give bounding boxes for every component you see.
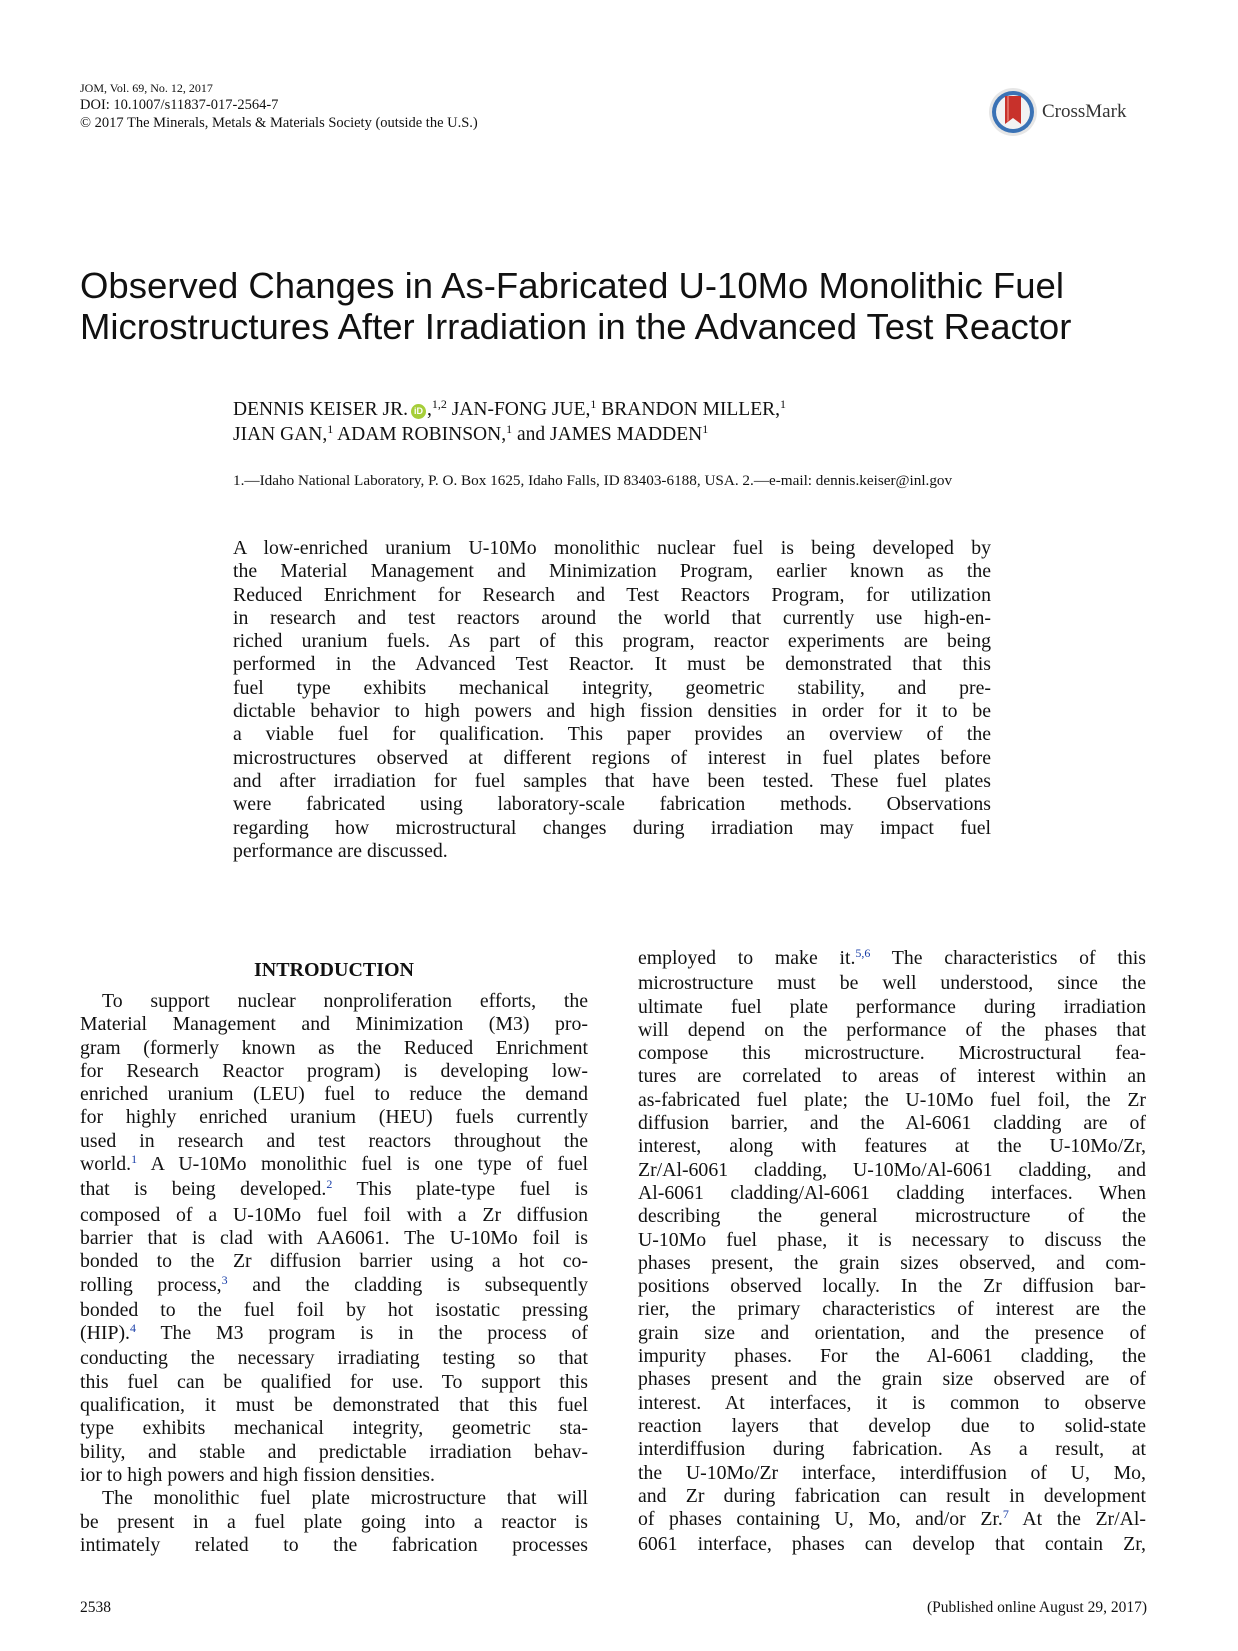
author-list [233, 398, 1033, 448]
text-run: U-10Mo fuel phase, it is necessary to discuss the [638, 1228, 1146, 1251]
text-run: phases present and the grain size observed are of [638, 1368, 1146, 1391]
text-line [638, 1135, 1146, 1158]
text-line [80, 1227, 588, 1250]
text-run: ior to high powers and high fission densities. [80, 1463, 435, 1486]
text-line [80, 1417, 588, 1440]
text-line [638, 1438, 1146, 1461]
author-name: BRANDON MILLER, [601, 399, 781, 420]
text-line [80, 1394, 588, 1417]
text-run: bonded to the Zr diffusion barrier using a hot co- [80, 1250, 588, 1273]
text-run: Material Management and Minimization (M3) pro- [80, 1013, 588, 1036]
orcid-icon[interactable]: iD [411, 404, 426, 419]
citation-link[interactable]: 1 [131, 1152, 138, 1167]
text-run: used in research and test reactors throughout the [80, 1129, 588, 1152]
text-line [80, 1534, 588, 1557]
text-line [638, 1182, 1146, 1205]
text-run: will depend on the performance of the phases that [638, 1018, 1146, 1041]
text-run: of phases containing U, Mo, and/or Zr. [638, 1508, 1003, 1531]
text-run: This plate-type fuel is [332, 1178, 588, 1201]
author-name: JAN-FONG JUE, [451, 399, 591, 420]
text-line: performance are discussed. [233, 839, 448, 862]
citation-link[interactable]: 7 [1002, 1507, 1009, 1522]
copyright-notice: © 2017 The Minerals, Metals & Materials Society (outside the U.S.) [80, 115, 478, 131]
text-run: intimately related to the fabrication processes [80, 1533, 588, 1556]
journal-citation: JOM, Vol. 69, No. 12, 2017 [80, 81, 213, 95]
text-line [638, 1159, 1146, 1182]
text-line [80, 1060, 588, 1083]
affiliation-marker: 1 [590, 397, 597, 411]
text-line [638, 1298, 1146, 1321]
text-line: dictable behavior to high powers and high fission densities in order for it to be [233, 700, 991, 723]
text-line [638, 1345, 1146, 1368]
text-line: fuel type exhibits mechanical integrity, geometric stability, and pre- [233, 676, 991, 699]
text-line: in research and test reactors around the world that currently use high-en- [233, 606, 991, 629]
doi[interactable]: DOI: 10.1007/s11837-017-2564-7 [80, 97, 279, 113]
text-run: barrier that is clad with AA6061. The U-10Mo foil is [80, 1226, 588, 1249]
text-line: were fabricated using laboratory-scale fabrication methods. Observations [233, 793, 991, 816]
text-line [80, 1441, 588, 1464]
text-line [638, 1415, 1146, 1438]
text-line [638, 1019, 1146, 1042]
text-run: this fuel can be qualified for use. To support this [80, 1370, 588, 1393]
text-run: diffusion barrier, and the Al-6061 cladding are of [638, 1112, 1146, 1135]
affiliation-marker: 1 [780, 397, 787, 411]
text-line [638, 996, 1146, 1019]
text-line [638, 1042, 1146, 1065]
text-run: be present in a fuel plate going into a reactor is [80, 1510, 588, 1533]
text-line [638, 1533, 1146, 1556]
text-line [638, 1368, 1146, 1391]
text-run: The monolithic fuel plate microstructure that will [102, 1487, 588, 1510]
text-line [80, 1299, 588, 1322]
text-run: world. [80, 1153, 132, 1176]
text-line [638, 1322, 1146, 1345]
affiliation-marker: 1,2 [431, 397, 447, 411]
text-run: A U-10Mo monolithic fuel is one type of fuel [137, 1153, 588, 1176]
text-run: To support nuclear nonproliferation efforts, the [102, 990, 588, 1012]
citation-link[interactable]: 5,6 [855, 946, 871, 960]
text-run: composed of a U-10Mo fuel foil with a Zr diffusion [80, 1203, 588, 1226]
affiliation-marker: 1 [506, 422, 513, 436]
text-line [80, 990, 588, 1013]
text-line [80, 1153, 588, 1178]
affiliation-marker: 1 [702, 422, 709, 436]
text-line [80, 1464, 588, 1487]
crossmark-label: CrossMark [1042, 101, 1127, 122]
text-run: Zr/Al-6061 cladding, U-10Mo/Al-6061 cladding, and [638, 1158, 1146, 1181]
text-run: qualification, it must be demonstrated that this fuel [80, 1394, 588, 1417]
author-name: and JAMES MADDEN [516, 424, 703, 445]
text-run: compose this microstructure. Microstructural fea- [638, 1042, 1146, 1065]
text-line [638, 1252, 1146, 1275]
text-run: At the Zr/Al- [1008, 1508, 1146, 1531]
text-run: the U-10Mo/Zr interface, interdiffusion of U, Mo, [638, 1461, 1146, 1484]
author-name: JIAN GAN, [233, 424, 328, 445]
text-run: that is being developed. [80, 1178, 327, 1201]
publication-date: (Published online August 29, 2017) [926, 1599, 1147, 1616]
section-heading: INTRODUCTION [253, 959, 415, 981]
crossmark-badge[interactable] [988, 84, 1158, 140]
text-run: interest. At interfaces, it is common to observe [638, 1391, 1146, 1414]
text-line [80, 1083, 588, 1106]
text-line [638, 972, 1146, 995]
text-line [638, 947, 1146, 972]
text-line [80, 1347, 588, 1370]
text-line [80, 1037, 588, 1060]
text-line [80, 1250, 588, 1273]
text-line [638, 1089, 1146, 1112]
text-run: describing the general microstructure of the [638, 1205, 1146, 1228]
citation-link[interactable]: 4 [130, 1321, 136, 1336]
text-line: riched uranium fuels. As part of this program, reactor experiments are being [233, 630, 991, 653]
text-line [638, 1485, 1146, 1508]
text-run: for highly enriched uranium (HEU) fuels currently [80, 1106, 588, 1129]
text-line [638, 1112, 1146, 1135]
text-run: microstructure must be well understood, since the [638, 972, 1146, 995]
text-run: enriched uranium (LEU) fuel to reduce the demand [80, 1083, 588, 1106]
text-run: impurity phases. For the Al-6061 cladding, the [638, 1345, 1146, 1368]
text-line [638, 1205, 1146, 1228]
author-line [233, 398, 1033, 423]
text-line [80, 1178, 588, 1203]
text-run: rier, the primary characteristics of interest are the [638, 1298, 1146, 1321]
text-line [638, 1229, 1146, 1252]
text-line [638, 1462, 1146, 1485]
text-run: bility, and stable and predictable irradiation behav- [80, 1440, 588, 1463]
text-run: and Zr during fabrication can result in development [638, 1484, 1146, 1507]
article-title [80, 265, 1180, 347]
text-run: positions observed locally. In the Zr diffusion bar- [638, 1275, 1146, 1298]
page-number: 2538 [80, 1599, 111, 1616]
text-run: gram (formerly known as the Reduced Enrichment [80, 1036, 588, 1059]
text-run: as-fabricated fuel plate; the U-10Mo fuel foil, the Zr [638, 1088, 1146, 1111]
text-line: performed in the Advanced Test Reactor. It must be demonstrated that this [233, 653, 991, 676]
text-line: A low-enriched uranium U-10Mo monolithic nuclear fuel is being developed by [233, 537, 991, 559]
journal-header [80, 80, 780, 132]
title-line: Microstructures After Irradiation in the Advanced Test Reactor [80, 306, 1072, 347]
author-name: ADAM ROBINSON, [337, 424, 507, 445]
text-run: (HIP). [80, 1322, 130, 1345]
text-line: the Material Management and Minimization Program, earlier known as the [233, 560, 991, 583]
author-line [233, 423, 1033, 448]
citation-link[interactable]: 3 [221, 1272, 228, 1287]
text-line [80, 1274, 588, 1299]
abstract [233, 537, 991, 863]
text-run: 6061 interface, phases can develop that contain Zr, [638, 1533, 1146, 1556]
intro-text [80, 990, 588, 1557]
text-run: type exhibits mechanical integrity, geometric sta- [80, 1417, 588, 1440]
text-line [80, 1013, 588, 1036]
text-run: The characteristics of this [870, 947, 1146, 969]
text-run: rolling process, [80, 1273, 222, 1296]
text-run: interest, along with features at the U-10Mo/Zr, [638, 1135, 1146, 1158]
text-line [80, 1322, 588, 1347]
crossmark-icon [988, 87, 1038, 137]
text-run: ultimate fuel plate performance during irradiation [638, 995, 1146, 1018]
text-line [80, 1487, 588, 1510]
intro-text-continued [638, 947, 1146, 1557]
text-line [638, 1275, 1146, 1298]
text-line: microstructures observed at different regions of interest in fuel plates before [233, 746, 991, 769]
title-line: Observed Changes in As-Fabricated U-10Mo Monolithic Fuel [80, 265, 1064, 306]
text-line [80, 1106, 588, 1129]
text-run: and the cladding is subsequently [227, 1273, 588, 1296]
text-line [638, 1065, 1146, 1088]
text-run: bonded to the fuel foil by hot isostatic pressing [80, 1298, 588, 1321]
author-punct: , [426, 399, 432, 420]
affiliations: 1.—Idaho National Laboratory, P. O. Box 1625, Idaho Falls, ID 83403-6188, USA. 2.—e-mail: dennis.keiser@inl.gov [233, 472, 953, 489]
text-run: Al-6061 cladding/Al-6061 cladding interfaces. When [638, 1181, 1146, 1204]
text-run: employed to make it. [638, 947, 856, 969]
text-run: The M3 program is in the process of [136, 1322, 588, 1345]
text-line: a viable fuel for qualification. This paper provides an overview of the [233, 723, 991, 746]
text-run: phases present, the grain sizes observed, and com- [638, 1251, 1146, 1274]
text-line [80, 1204, 588, 1227]
text-run: interdiffusion during fabrication. As a result, at [638, 1438, 1146, 1461]
text-line [80, 1371, 588, 1394]
text-run: grain size and orientation, and the presence of [638, 1321, 1146, 1344]
text-line [638, 1392, 1146, 1415]
author-name: DENNIS KEISER JR. [233, 399, 408, 420]
body-column-left [80, 958, 588, 1557]
text-run: tures are correlated to areas of interest within an [638, 1065, 1146, 1088]
affiliation-marker: 1 [327, 422, 334, 436]
text-line: Reduced Enrichment for Research and Test Reactors Program, for utilization [233, 583, 991, 606]
text-line [80, 1130, 588, 1153]
text-line [638, 1508, 1146, 1533]
text-line: and after irradiation for fuel samples that have been tested. These fuel plates [233, 769, 991, 792]
text-run: reaction layers that develop due to solid-state [638, 1414, 1146, 1437]
body-column-right [638, 947, 1146, 1557]
citation-link[interactable]: 2 [326, 1177, 333, 1192]
text-line: regarding how microstructural changes during irradiation may impact fuel [233, 816, 991, 839]
text-line [80, 1511, 588, 1534]
text-run: for Research Reactor program) is developing low- [80, 1059, 588, 1082]
text-run: conducting the necessary irradiating testing so that [80, 1347, 588, 1370]
